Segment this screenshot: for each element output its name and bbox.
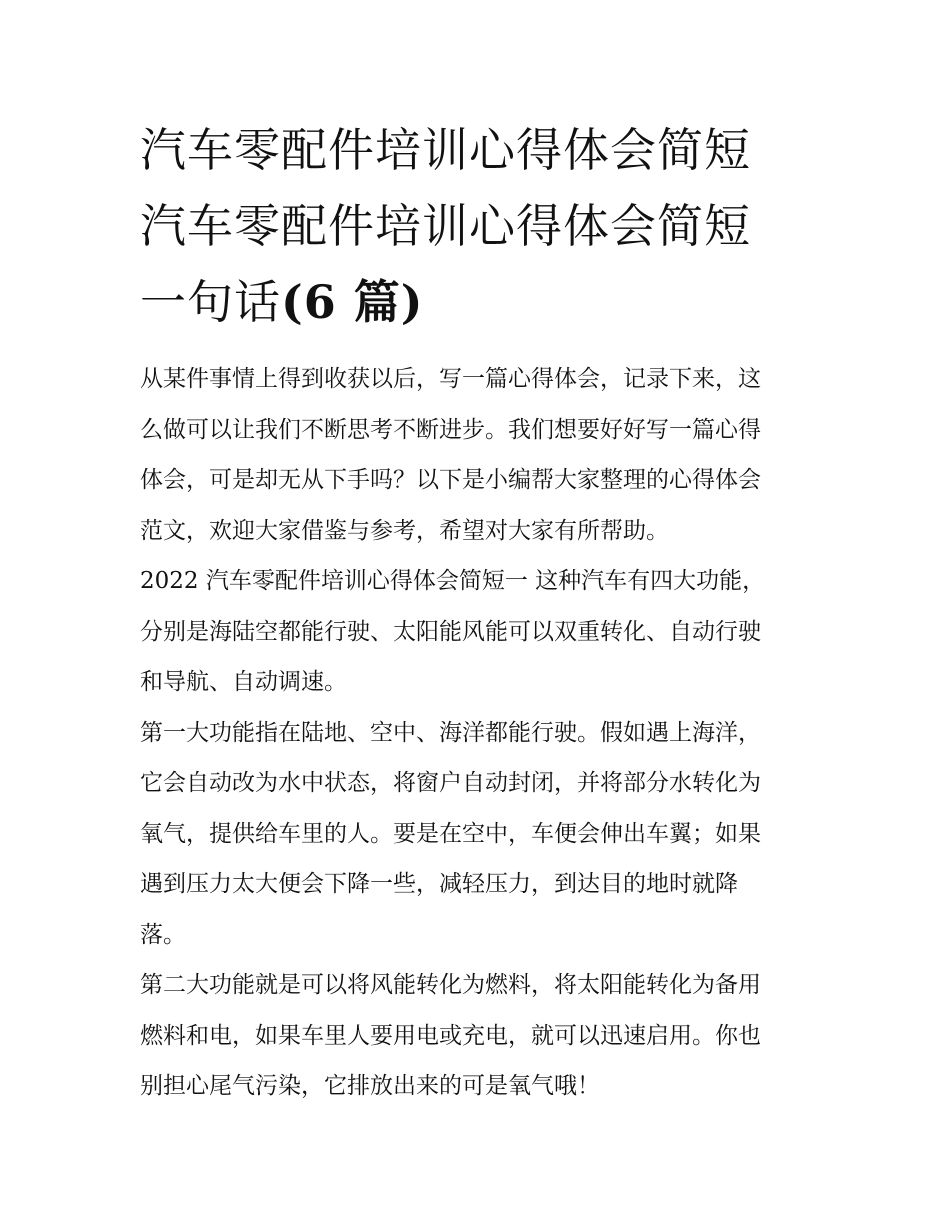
paragraph-line: 么做可以让我们不断思考不断进步。我们想要好好写一篇心得 [140, 416, 761, 443]
document-title [140, 112, 820, 340]
paragraph-line: 第二大功能就是可以将风能转化为燃料，将太阳能转化为备用 [140, 972, 761, 998]
paragraph-line: 别担心尾气污染，它排放出来的可是氧气哦！ [140, 1073, 600, 1099]
paragraph-line: 体会，可是却无从下手吗？以下是小编帮大家整理的心得体会 [140, 467, 761, 493]
title-line-3 [140, 264, 820, 340]
paragraph-line: 和导航、自动调速。 [140, 669, 347, 695]
paragraph-line: 分别是海陆空都能行驶、太阳能风能可以双重转化、自动行驶 [140, 618, 761, 645]
paragraph-function-two [140, 960, 820, 1112]
paragraph-line: 燃料和电，如果车里人要用电或充电，就可以迅速启用。你也 [140, 1022, 761, 1049]
paragraph-line: 遇到压力太大便会下降一些，减轻压力，到达目的地时就降 [140, 871, 738, 897]
paragraph-line: 氧气，提供给车里的人。要是在空中，车便会伸出车翼；如果 [140, 820, 761, 847]
title-line-2: 汽车零配件培训心得体会简短 [140, 199, 751, 253]
title-line-3-text: 一句话 [140, 275, 281, 329]
title-article-count: (6 篇) [281, 275, 424, 329]
paragraph-article-one [140, 556, 820, 708]
paragraph-line: 从某件事情上得到收获以后，写一篇心得体会，记录下来，这 [140, 366, 761, 392]
paragraph-line: 范文，欢迎大家借鉴与参考，希望对大家有所帮助。 [140, 517, 669, 544]
paragraph-line: 第一大功能指在陆地、空中、海洋都能行驶。假如遇上海洋， [140, 719, 761, 746]
paragraph-line: 落。 [140, 921, 186, 948]
title-line-1: 汽车零配件培训心得体会简短 [140, 123, 751, 177]
paragraph-line: 它会自动改为水中状态，将窗户自动封闭，并将部分水转化为 [140, 770, 761, 796]
paragraph-line: 2022 汽车零配件培训心得体会简短一 这种汽车有四大功能， [140, 568, 766, 594]
paragraph-intro [140, 354, 820, 556]
paragraph-function-one [140, 708, 820, 961]
